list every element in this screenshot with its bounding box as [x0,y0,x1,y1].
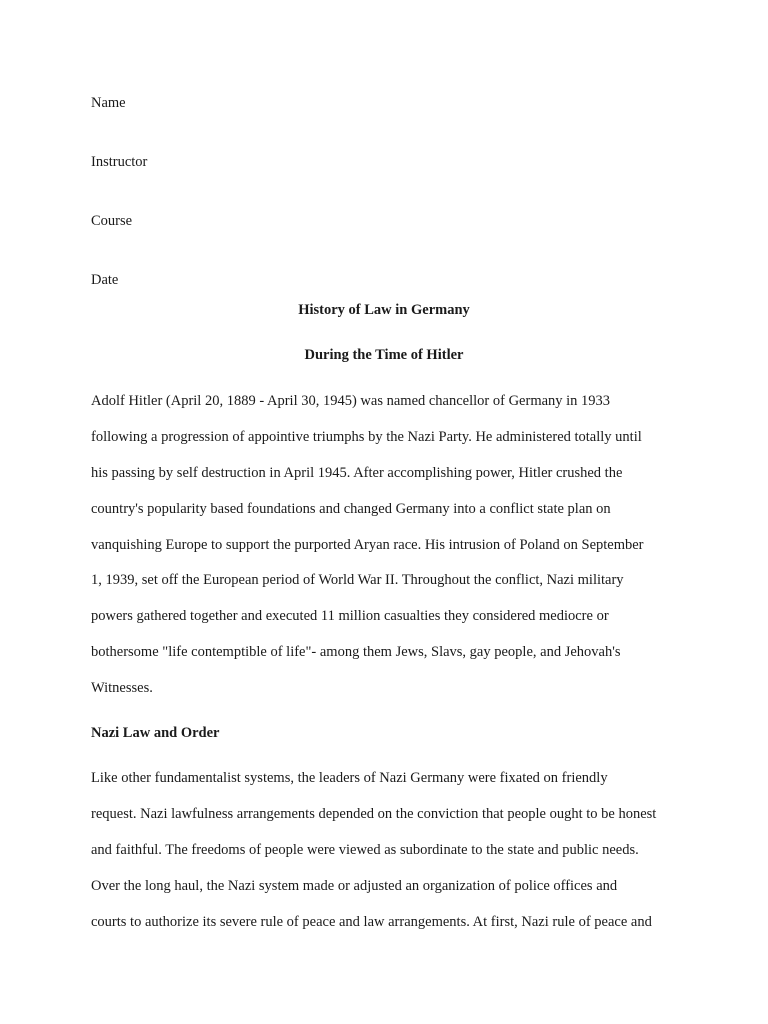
paragraph-line: bothersome "life contemptible of life"- among them Jews, Slavs, gay people, and Jehovah's [91,644,621,660]
document-title: History of Law in Germany [298,302,470,318]
student-name-label: Name [91,95,126,111]
paragraph-line: country's popularity based foundations and changed Germany into a conflict state plan on [91,501,611,517]
paragraph-line: request. Nazi lawfulness arrangements depended on the conviction that people ought to be honest [91,806,657,822]
paragraph-line: vanquishing Europe to support the purported Aryan race. His intrusion of Poland on September [91,537,644,553]
paragraph-line: Witnesses. [91,680,153,696]
paragraph-line: powers gathered together and executed 11 million casualties they considered mediocre or [91,608,609,624]
paragraph-line: and faithful. The freedoms of people were viewed as subordinate to the state and public needs. [91,842,639,858]
paragraph-line: Like other fundamentalist systems, the leaders of Nazi Germany were fixated on friendly [91,770,608,786]
paragraph-line: his passing by self destruction in April 1945. After accomplishing power, Hitler crushed the [91,465,623,481]
paragraph-line: Over the long haul, the Nazi system made or adjusted an organization of police offices and [91,878,618,894]
date-label: Date [91,272,119,288]
paragraph-line: Adolf Hitler (April 20, 1889 - April 30, 1945) was named chancellor of Germany in 1933 [91,393,611,409]
paragraph-line: courts to authorize its severe rule of peace and law arrangements. At first, Nazi rule of peace and [91,914,652,930]
paragraph-line: 1, 1939, set off the European period of World War II. Throughout the conflict, Nazi military [91,572,624,588]
section-heading: Nazi Law and Order [91,725,220,741]
instructor-label: Instructor [91,154,148,170]
course-label: Course [91,213,133,229]
document-subtitle: During the Time of Hitler [304,347,464,363]
paragraph-line: following a progression of appointive triumphs by the Nazi Party. He administered totally until [91,429,642,445]
